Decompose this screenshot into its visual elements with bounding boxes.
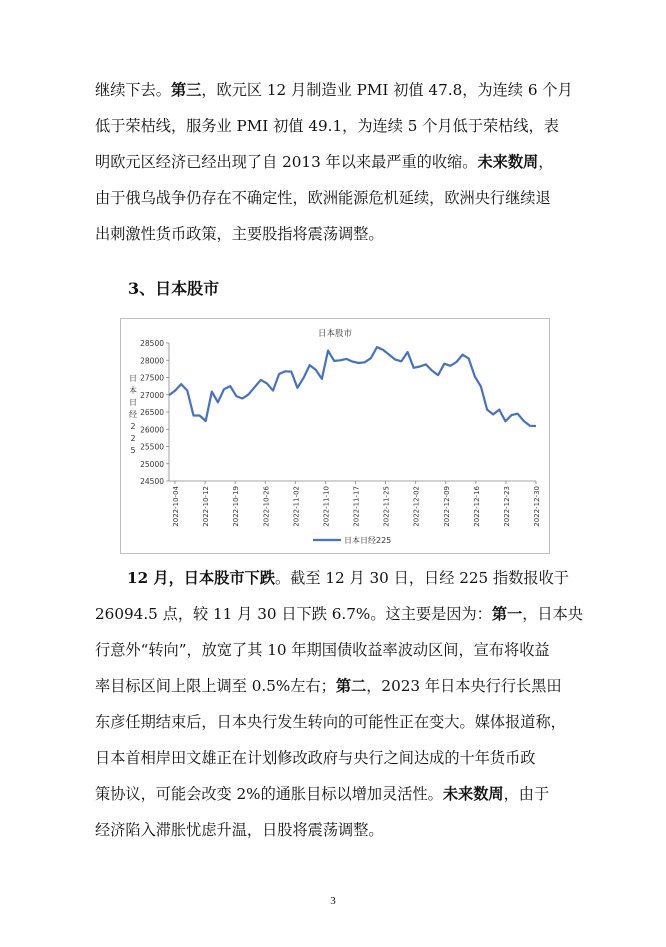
x-tick-label: 2022-11-10 (322, 486, 331, 527)
bold-text: 第二 (335, 677, 367, 695)
bold-text: 第一 (491, 605, 523, 623)
text-segment: ，日本央 (522, 605, 583, 623)
text-segment: 策协议，可能会改变 2%的通胀目标以增加灵活性。 (95, 785, 443, 803)
text-line (95, 80, 585, 116)
bold-text: 12 月，日本股市下跌 (127, 569, 275, 587)
y-tick-label: 27500 (140, 373, 164, 383)
text-segment: 率目标区间上限上调至 0.5%左右； (95, 677, 336, 695)
paragraph-japan (95, 568, 585, 856)
section-heading: 3、日本股市 (128, 279, 220, 298)
text-segment: 由于俄乌战争仍存在不确定性，欧洲能源危机延续，欧洲央行继续退 (95, 189, 551, 207)
y-tick-label: 25000 (140, 459, 164, 469)
y-axis-label-char: 日 (129, 374, 137, 383)
y-tick-label: 28500 (140, 339, 164, 348)
y-tick-label: 25500 (140, 442, 164, 452)
text-line (95, 676, 585, 712)
y-tick-label: 24500 (140, 477, 164, 486)
x-tick-label: 2022-10-26 (262, 486, 271, 527)
text-segment: 继续下去。 (95, 81, 171, 99)
x-tick-label: 2022-12-09 (442, 486, 451, 527)
text-segment: 行意外“转向”，放宽了其 10 年期国债收益率波动区间，宣布将收益 (95, 641, 550, 659)
y-axis-label-char: 本 (129, 386, 137, 395)
text-segment: 低于荣枯线，服务业 PMI 初值 49.1，为连续 5 个月低于荣枯线，表 (95, 117, 559, 135)
y-axis-label-char: 2 (130, 434, 136, 443)
text-segment: ， (538, 153, 554, 171)
text-line (95, 116, 585, 152)
text-line (95, 748, 585, 784)
text-line (95, 604, 585, 640)
text-segment: 日本首相岸田文雄正在计划修改政府与央行之间达成的十年货币政 (95, 749, 536, 767)
bold-text: 未来数周 (442, 785, 504, 803)
bold-text: 未来数周 (477, 153, 539, 171)
text-segment: ，欧元区 12 月制造业 PMI 初值 47.8，为连续 6 个月 (201, 81, 573, 99)
text-line (95, 224, 585, 260)
text-line (95, 152, 585, 188)
paragraph-eurozone (95, 80, 585, 260)
text-line (95, 640, 585, 676)
text-line (95, 712, 585, 748)
x-tick-label: 2022-11-25 (382, 486, 391, 527)
y-axis-label-char: 日 (129, 398, 137, 407)
y-axis-label-char: 经 (129, 410, 137, 419)
y-axis-label-char: 2 (130, 422, 136, 431)
x-tick-label: 2022-11-17 (352, 486, 361, 527)
chart-svg (121, 319, 549, 553)
text-line (95, 784, 585, 820)
x-tick-label: 2022-12-23 (502, 486, 511, 527)
page-number: 3 (330, 895, 336, 907)
chart-title: 日本股市 (317, 329, 353, 339)
text-segment: 明欧元区经济已经出现了自 2013 年以来最严重的收缩。 (95, 153, 478, 171)
y-axis-label-char: 5 (130, 446, 136, 455)
text-segment: ，由于 (503, 785, 550, 803)
x-tick-label: 2022-10-12 (202, 486, 211, 527)
x-tick-label: 2022-10-19 (232, 486, 241, 527)
text-segment: 经济陷入滞胀忧虑升温，日股将震荡调整。 (95, 821, 384, 839)
x-tick-label: 2022-12-16 (472, 486, 481, 527)
bold-text: 第三 (170, 81, 202, 99)
series-line-nikkei225 (169, 347, 536, 426)
y-tick-label: 26000 (140, 425, 164, 435)
x-tick-label: 2022-12-02 (412, 486, 421, 527)
legend-label: 日本日经225 (344, 536, 392, 545)
y-tick-label: 27000 (140, 390, 164, 400)
text-segment: ，2023 年日本央行行长黑田 (366, 677, 562, 695)
text-segment: 出刺激性货币政策，主要股指将震荡调整。 (95, 225, 384, 243)
text-segment: 。截至 12 月 30 日，日经 225 指数报收于 (274, 569, 569, 587)
x-tick-label: 2022-11-02 (292, 486, 301, 527)
text-line (95, 188, 585, 224)
y-tick-label: 28000 (140, 356, 164, 366)
x-tick-label: 2022-12-30 (533, 486, 541, 527)
text-line (95, 568, 585, 604)
text-line (95, 820, 585, 856)
nikkei-chart (120, 318, 550, 554)
text-segment: 26094.5 点，较 11 月 30 日下跌 6.7%。这主要是因为： (95, 605, 492, 623)
x-tick-label: 2022-10-04 (172, 486, 180, 527)
text-segment: 东彦任期结束后，日本央行发生转向的可能性正在变大。媒体报道称， (95, 713, 566, 731)
y-tick-label: 26500 (140, 408, 164, 417)
